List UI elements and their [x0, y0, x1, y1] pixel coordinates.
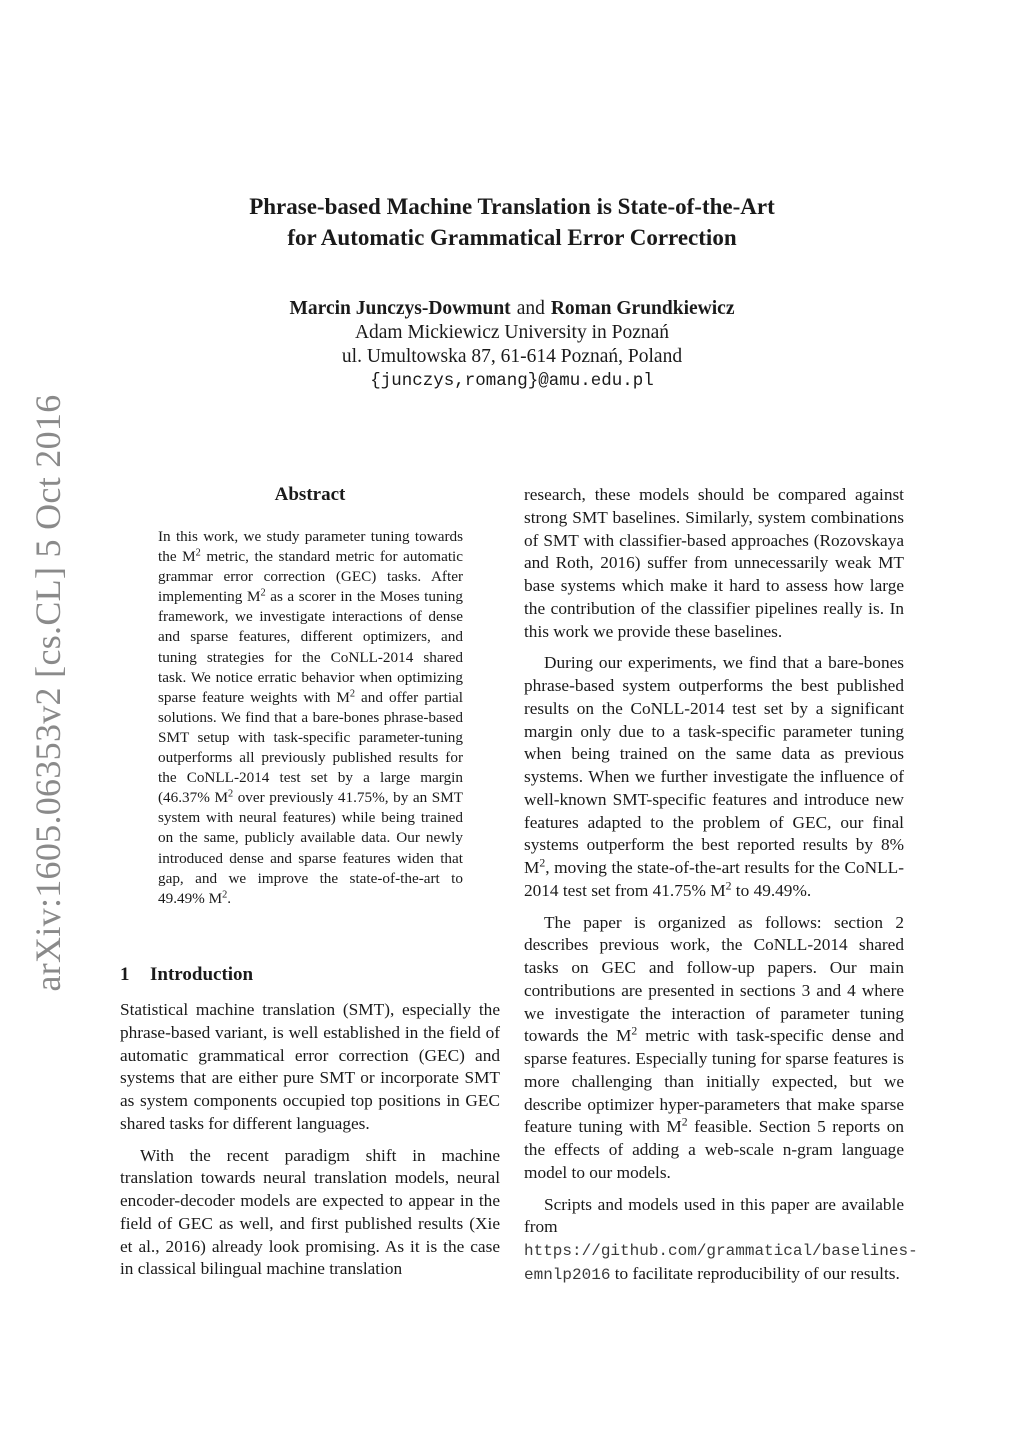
section-heading-introduction	[120, 964, 253, 986]
abstract-text: and offer partial solutions. We find that a bare-bones phrase-based SMT setup with task-specific parameter-tuning outperforms all previously published results for the CoNLL-2014 test set by a large margin (46.37% M	[158, 688, 464, 807]
paragraph-text: metric with task-specific dense and sparse features. Especially tuning for sparse features is more challenging than initially expected, but we describe optimizer hyper-parameters that make sparse feature tuning with M	[524, 1026, 904, 1137]
superscript-2: 2	[681, 1115, 688, 1129]
author-conjunction: and	[516, 298, 545, 319]
abstract-text: metric, the standard metric for automatic grammar error correction (GEC) tasks. After implementing M	[158, 548, 463, 606]
author-block	[160, 297, 864, 393]
superscript-2: 2	[631, 1024, 638, 1038]
abstract-text: over previously 41.75%, by an SMT system with neural features) while being trained on the same, publicly available data. Our newly introduced dense and sparse features widen that gap, and we improve the state-of-the-art to 49.49% M	[158, 789, 463, 907]
paper-title	[160, 191, 864, 253]
section-number: 1	[120, 964, 130, 985]
right-paragraph-2	[524, 652, 904, 902]
right-paragraph-4	[524, 1194, 918, 1287]
paragraph-text: to 49.49%.	[731, 880, 812, 900]
abstract-text: In this work, we study parameter tuning towards the M	[158, 528, 463, 566]
section-title: Introduction	[150, 964, 254, 985]
paragraph-text: , moving the state-of-the-art results for the CoNLL-2014 test set from 41.75% M	[524, 858, 904, 900]
title-line-1: Phrase-based Machine Translation is State-of-the-Art	[249, 194, 775, 219]
affiliation: Adam Mickiewicz University in Poznań	[354, 322, 670, 343]
author-1: Marcin Junczys-Dowmunt	[289, 298, 511, 319]
superscript-2: 2	[539, 856, 546, 870]
repository-link[interactable]: https://github.com/grammatical/baselines-emnlp2016	[524, 1242, 918, 1284]
superscript-2: 2	[227, 788, 234, 800]
abstract-text: as a scorer in the Moses tuning framework, we investigate interactions of dense and sparse features, different optimizers, and tuning strategies for the CoNLL-2014 shared task. We notice erratic behavior when optimizing sparse feature weights with M	[158, 588, 463, 706]
abstract-body	[158, 527, 463, 909]
right-paragraph-1: research, these models should be compared against strong SMT baselines. Similarly, system combinations of SMT with classifier-based approaches (Rozovskaya and Roth, 2016) suffer from unnecessarily weak MT base systems which make it hard to assess how large the contribution of the classifier pipelines really is. In this work we provide these baselines.	[524, 485, 904, 641]
left-column-body	[120, 999, 500, 1281]
paragraph-text: The paper is organized as follows: section 2 describes previous work, the CoNLL-2014 shared tasks on GEC and follow-up papers. Our main contributions are presented in sections 3 and 4 where we investigate the interaction of parameter tuning towards the M	[524, 912, 904, 1046]
superscript-2: 2	[725, 879, 732, 893]
superscript-2: 2	[195, 547, 201, 559]
paragraph-text: Scripts and models used in this paper are available from	[524, 1194, 904, 1237]
superscript-2: 2	[260, 587, 266, 599]
intro-paragraph-2: With the recent paradigm shift in machine translation towards neural translation models, neural encoder-decoder models are expected to appear in the field of GEC as well, and first published results (Xie et al., 2016) already look promising. As it is the case in classical bilingual machine translation	[120, 1145, 500, 1279]
abstract-heading: Abstract	[274, 484, 346, 505]
superscript-2: 2	[349, 688, 356, 700]
paragraph-text: feasible. Section 5 reports on the effects of adding a web-scale n-gram language model to our models.	[524, 1117, 904, 1182]
address: ul. Umultowska 87, 61-614 Poznań, Poland	[341, 346, 683, 367]
author-2: Roman Grundkiewicz	[550, 298, 735, 319]
abstract-text: .	[227, 889, 232, 907]
right-paragraph-3	[524, 912, 904, 1185]
arxiv-stamp-text: arXiv:1605.06353v2 [cs.CL] 5 Oct 2016	[28, 394, 68, 992]
paragraph-text: to facilitate reproducibility of our results.	[610, 1263, 900, 1283]
title-line-2: for Automatic Grammatical Error Correction	[287, 225, 737, 250]
superscript-2: 2	[222, 889, 228, 901]
intro-paragraph-1: Statistical machine translation (SMT), especially the phrase-based variant, is well established in the field of automatic grammatical error correction (GEC) and systems that are either pure SMT or incorporate SMT as system components occupied top positions in GEC shared tasks for different languages.	[120, 1000, 500, 1133]
author-names	[160, 297, 864, 321]
right-column-body	[524, 484, 918, 1287]
paragraph-text: During our experiments, we find that a bare-bones phrase-based system outperforms the best published results on the CoNLL-2014 test set by a significant margin only due to a task-specific parameter tuning when being trained on the same data as previous systems. When we further investigate the influence of well-known SMT-specific features and introduce new features adapted to the problem of GEC, our final systems outperform the best reported results by 8% M	[524, 653, 904, 877]
arxiv-identifier-stamp	[18, 394, 78, 992]
email: {junczys,romang}@amu.edu.pl	[370, 371, 654, 391]
